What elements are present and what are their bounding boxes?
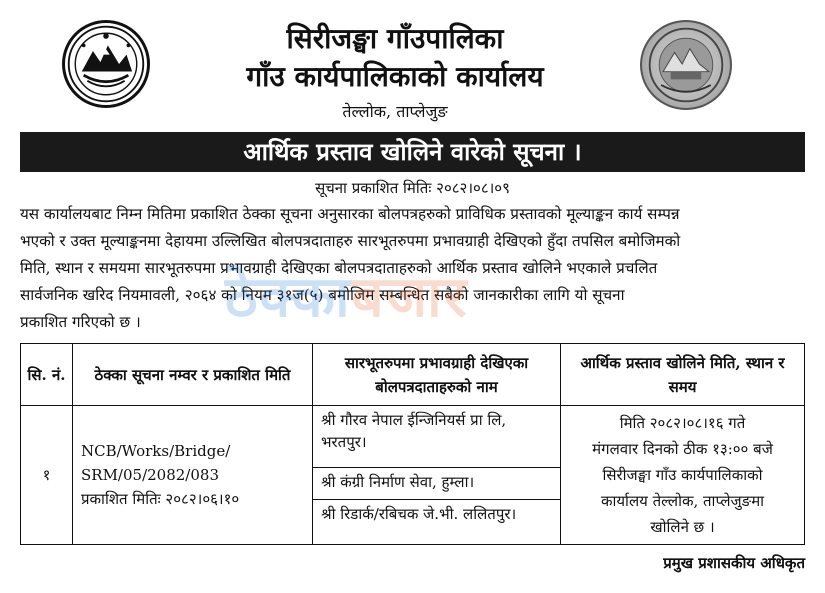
bidder-item: श्री गौरव नेपाल ईन्जिनियर्स प्रा लि, भरतपुर। [313, 406, 560, 468]
row-bidders [313, 406, 561, 545]
row-notice-reference [73, 406, 313, 545]
header-notice-reference: ठेक्का सूचना नम्वर र प्रकाशित मिति [73, 344, 313, 406]
body-line: यस कार्यालयबाट निम्न मितिमा प्रकाशित ठेक्का सूचना अनुसारका बोलपत्रहरुको प्राविधिक प्रस्तावको मूल्याङ्कन कार्य सम्पन्न [20, 205, 680, 223]
row-serial-number: १ [21, 406, 73, 545]
bid-opening-table [20, 343, 805, 545]
reference-line1: NCB/Works/Bridge/ [81, 442, 231, 460]
office-title-line2: गाँउ कार्यपालिकाको कार्यालय [246, 60, 544, 93]
site-watermark [225, 265, 469, 330]
opening-line: मिति २०८२।०८।१६ गते [619, 414, 746, 432]
header-opening-details: आर्थिक प्रस्ताव खोलिने मिति, स्थान र समय [561, 344, 805, 406]
office-address: तेल्लोक, ताप्लेजुङ [342, 102, 448, 121]
bidder-item: श्री कंग्री निर्माण सेवा, हुम्ला। [313, 468, 560, 500]
reference-line2: SRM/05/2082/083 [81, 466, 219, 484]
watermark-part1: ठेक्का [225, 265, 352, 330]
header-bidders: सारभूतरुपमा प्रभावग्राही देखिएका बोलपत्रदाताहरुको नाम [313, 344, 561, 406]
table-row [21, 406, 805, 545]
body-line: सार्वजनिक खरिद नियमावली, २०६४ को नियम ३१ज(५) बमोजिम सम्बन्धित सबैको जानकारीका लागि यो सूचना [20, 286, 625, 304]
row-opening-details [561, 406, 805, 545]
table-header-row [21, 344, 805, 406]
body-line: प्रकाशित गरिएकाे छ । [20, 313, 141, 331]
body-line: भएको र उक्त मूल्याङ्कनमा देहायमा उल्लिखित बोलपत्रदाताहरु सारभूतरुपमा प्रभावग्राही देखिएको हुँदा तपसिल बमोजिमको [20, 232, 681, 250]
opening-line: सिरीजङ्घा गाँउ कार्यपालिकाको [602, 466, 763, 484]
opening-line: खोलिने छ । [650, 518, 715, 536]
office-title-line1: सिरीजङ्घा गाँउपालिका [286, 22, 504, 55]
municipality-emblem-icon [62, 20, 150, 108]
bidder-item: श्री रिडार्क/रबिचक जे.भी. ललितपुर। [321, 505, 517, 523]
notice-title-banner: आर्थिक प्रस्ताव खोलिने वारेको सूचना । [20, 132, 805, 172]
publication-date: सूचना प्रकाशित मितिः २०८२।०८।०९ [315, 179, 510, 197]
reference-published-date: प्रकाशित मितिः २०८२।०६।१० [81, 490, 240, 508]
opening-line: मंगलवार दिनको ठीक १३:०० बजे [592, 440, 773, 458]
rural-municipality-seal-icon [640, 20, 732, 110]
opening-line: कार्यालय तेल्लोक, ताप्लेजुङमा [600, 492, 765, 510]
signatory-title: प्रमुख प्रशासकीय अधिकृत [663, 554, 805, 572]
watermark-part2: बजार [351, 265, 469, 330]
notice-header [0, 0, 825, 128]
body-line: मिति, स्थान र समयमा सारभूतरुपमा प्रभावग्राही देखिएका बोलपत्रदाताहरुको आर्थिक प्रस्ताव खोलिने भएकाले प्रचलित [20, 259, 658, 277]
header-serial-number: सि. नं. [21, 344, 73, 406]
